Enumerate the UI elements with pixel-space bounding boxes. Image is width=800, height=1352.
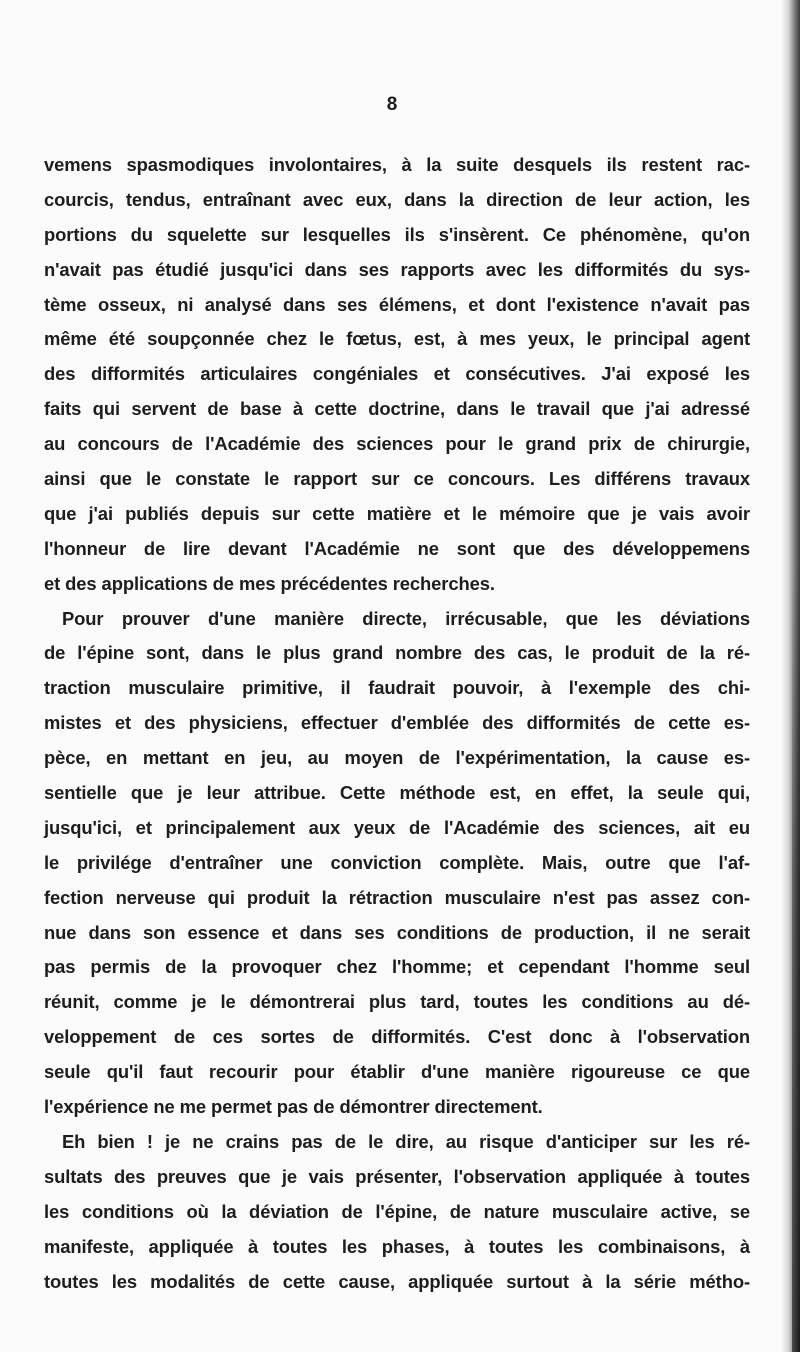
paragraph-start-line: Pour prouver d'une manière directe, irrécusable, que les déviations [62,607,750,629]
text-line: traction musculaire primitive, il faudrait pouvoir, à l'exemple des chi- [44,677,750,699]
text-line: sentielle que je leur attribue. Cette méthode est, en effet, la seule qui, [44,782,750,804]
text-line: veloppement de ces sortes de difformités. C'est donc à l'observation [44,1026,750,1048]
text-line: mistes et des physiciens, effectuer d'emblée des difformités de cette es- [44,712,750,734]
text-line: manifeste, appliquée à toutes les phases, à toutes les combinaisons, à [44,1235,750,1257]
text-line: vemens spasmodiques involontaires, à la suite desquels ils restent rac- [44,154,750,175]
text-line: au concours de l'Académie des sciences pour le grand prix de chirurgie, [44,433,750,455]
text-line: des difformités articulaires congéniales et consécutives. J'ai exposé les [44,363,750,385]
text-line: seule qu'il faut recourir pour établir d'une manière rigoureuse ce que [44,1061,750,1083]
text-line: pèce, en mettant en jeu, au moyen de l'expérimentation, la cause es- [44,747,750,769]
text-line: de l'épine sont, dans le plus grand nombre des cas, le produit de la ré- [44,642,750,664]
text-line: fection nerveuse qui produit la rétraction musculaire n'est pas assez con- [44,886,750,908]
body-text [44,148,750,1299]
text-line: nue dans son essence et dans ses conditions de production, il ne serait [44,921,750,943]
paragraph-end-line: et des applications de mes précédentes recherches. [44,572,495,594]
text-line: le privilége d'entraîner une conviction complète. Mais, outre que l'af- [44,851,750,873]
text-line: réunit, comme je le démontrerai plus tard, toutes les conditions au dé- [44,991,750,1013]
text-line: n'avait pas étudié jusqu'ici dans ses rapports avec les difformités du sys- [44,258,750,280]
paragraph-end-line: l'expérience ne me permet pas de démontrer directement. [44,1096,543,1118]
page-edge-shadow [782,0,800,1352]
text-line: portions du squelette sur lesquelles ils s'insèrent. Ce phénomène, qu'on [44,223,750,245]
text-line: jusqu'ici, et principalement aux yeux de l'Académie des sciences, ait eu [44,816,750,838]
text-line: que j'ai publiés depuis sur cette matière et le mémoire que je vais avoir [44,502,750,524]
text-line: courcis, tendus, entraînant avec eux, dans la direction de leur action, les [44,188,750,210]
paragraph-start-line: Eh bien ! je ne crains pas de le dire, au risque d'anticiper sur les ré- [62,1130,750,1152]
text-line: pas permis de la provoquer chez l'homme; et cependant l'homme seul [44,956,750,978]
text-line: l'honneur de lire devant l'Académie ne sont que des développemens [44,537,750,559]
text-line: sultats des preuves que je vais présenter, l'observation appliquée à toutes [44,1165,750,1187]
page-edge-dark-shade [792,560,800,1352]
text-line: faits qui servent de base à cette doctrine, dans le travail que j'ai adressé [44,398,750,420]
text-line: toutes les modalités de cette cause, appliquée surtout à la série métho- [44,1270,750,1292]
text-line: ainsi que le constate le rapport sur ce concours. Les différens travaux [44,468,750,490]
text-line: les conditions où la déviation de l'épine, de nature musculaire active, se [44,1200,750,1222]
page-number: 8 [386,94,398,115]
text-line: tème osseux, ni analysé dans ses élémens, et dont l'existence n'avait pas [44,293,750,315]
text-line: même été soupçonnée chez le fœtus, est, à mes yeux, le principal agent [44,328,750,350]
